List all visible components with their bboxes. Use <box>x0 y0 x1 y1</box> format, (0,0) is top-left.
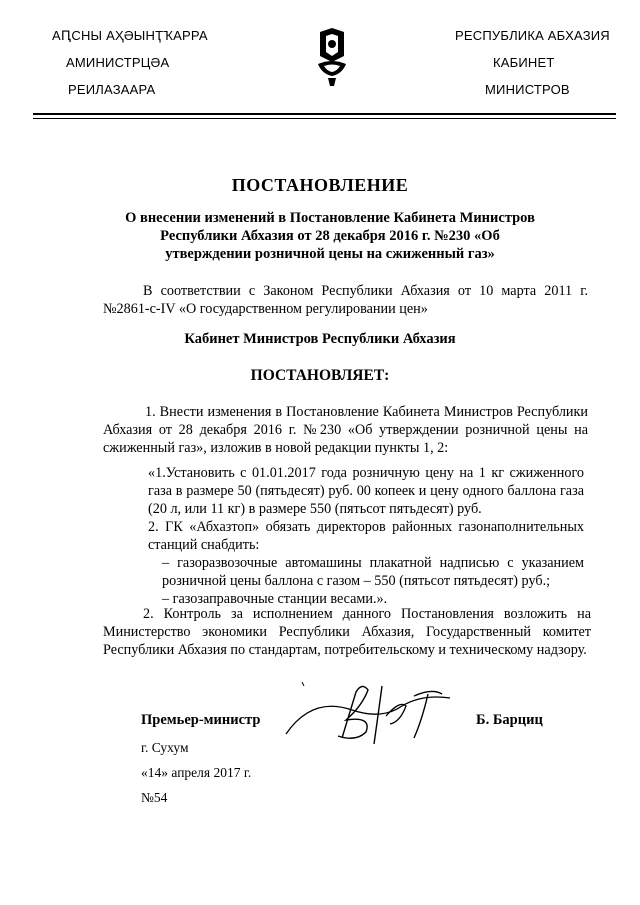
header-right-line-2: КАБИНЕТ <box>493 55 555 70</box>
document-title: ПОСТАНОВЛЕНИЕ <box>231 175 409 195</box>
quote-item-2: 2. ГК «Абхазтоп» обязать директоров районных газонаполнительных станций снабдить: <box>148 519 584 553</box>
quote-item-1: «1.Установить с 01.01.2017 года розничную цену на 1 кг сжиженного газа в размере 50 (пятьдесят) руб. 00 копеек и цену одного баллона газа (20 л, или 11 кг) в размере 550 (пятьсот пятьдесят) руб. <box>148 465 584 517</box>
issuer: Кабинет Министров Республики Абхазия <box>184 331 456 347</box>
dash-item-2: – газозаправочные станции весами.». <box>162 591 388 607</box>
resolves-heading: ПОСТАНОВЛЯЕТ: <box>250 367 390 384</box>
header-left-line-3: РЕИЛАЗААРА <box>68 82 156 97</box>
dash-item-1: – газоразвозочные автомашины плакатной надписью с указанием розничной цены баллона с газом – 550 (пятьсот пятьдесят) руб.; <box>162 555 584 589</box>
header-rule-thin <box>33 118 616 119</box>
header-left-line-1: АԤСНЫ АҲӘЫНҬҠАРРА <box>52 28 208 43</box>
preamble: В соответствии с Законом Республики Абхазия от 10 марта 2011 г. №2861-с-IV «О государственном регулировании цен» <box>103 283 588 317</box>
signatory-position: Премьер-министр <box>141 712 261 728</box>
handwritten-signature <box>282 676 472 752</box>
document-date: «14» апреля 2017 г. <box>141 765 252 780</box>
header-right-line-1: РЕСПУБЛИКА АБХАЗИЯ <box>455 28 610 43</box>
document-subtitle: О внесении изменений в Постановление Кабинета Министров Республики Абхазия от 28 декабря 2016 г. №230 «Об утверждении розничной цены на сжиженный газ» <box>125 210 535 262</box>
item-2: 2. Контроль за исполнением данного Постановления возложить на Министерство экономики Республики Абхазия, Государственный комитет Республики Абхазия по стандартам, потребительскому и техническому надзору. <box>103 606 591 658</box>
state-emblem-icon <box>312 26 352 88</box>
document-number: №54 <box>141 790 168 805</box>
signatory-name: Б. Барциц <box>476 712 543 728</box>
header-left-line-2: АМИНИСТРЦӘА <box>66 55 170 70</box>
header-rule-thick <box>33 113 616 115</box>
header-right-line-3: МИНИСТРОВ <box>485 82 570 97</box>
place: г. Сухум <box>141 740 189 755</box>
item-1: 1. Внести изменения в Постановление Кабинета Министров Республики Абхазия от 28 декабря 2016 г. №230 «Об утверждении розничной цены на сжиженный газ», изложив в новой редакции пункты 1, 2: <box>103 404 588 456</box>
